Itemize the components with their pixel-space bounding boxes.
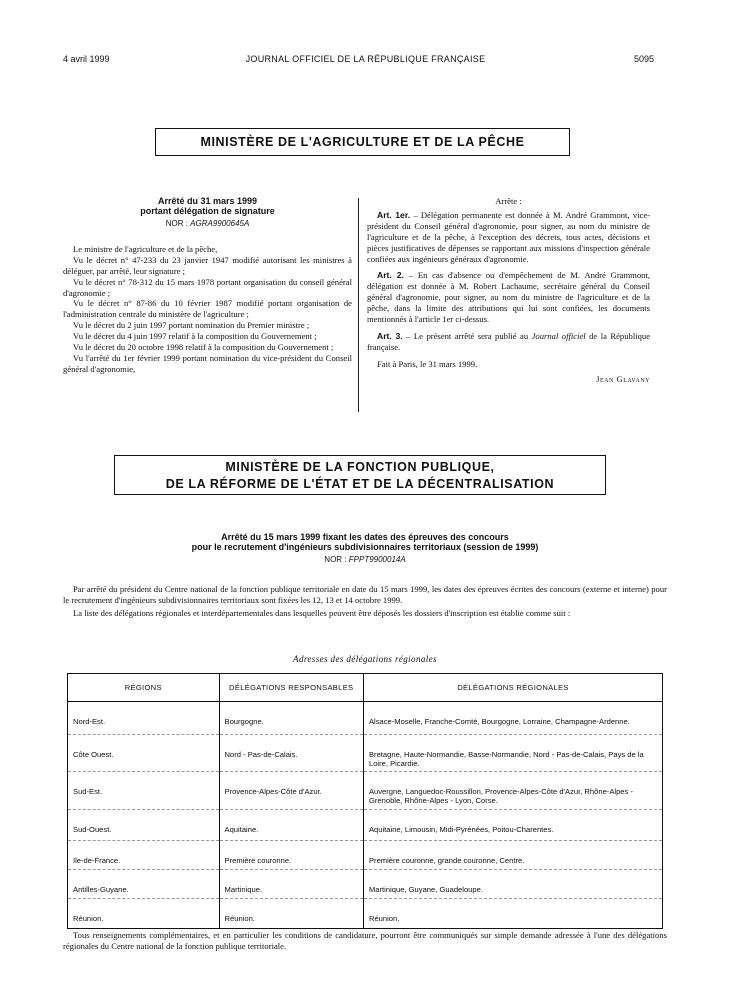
decree2-title-line2: pour le recrutement d'ingénieurs subdivisionnaires territoriaux (session de 1999) <box>191 542 539 552</box>
regionales-cell: Aquitaine, Limousin, Midi-Pyrénées, Poitou-Charentes. <box>363 810 662 841</box>
table-caption: Adresses des délégations régionales <box>293 654 437 664</box>
table-row <box>68 841 663 870</box>
decree2-footer <box>63 930 667 952</box>
nor-code: FPPT9900014A <box>348 555 406 564</box>
region-cell: Réunion. <box>68 899 220 929</box>
responsable-cell: Provence-Alpes-Côte d'Azur. <box>219 772 363 810</box>
visa: Le ministre de l'agriculture et de la pêche, <box>73 243 218 254</box>
regionales-cell: Martinique, Guyane, Guadeloupe. <box>363 870 662 899</box>
region-cell: Sud-Ouest. <box>68 810 220 841</box>
table-row <box>68 772 663 810</box>
page-number: 5095 <box>634 54 655 64</box>
region-cell: Ile-de-France. <box>68 841 220 870</box>
journal-title: JOURNAL OFFICIEL DE LA RÉPUBLIQUE FRANÇAISE <box>245 54 486 64</box>
responsable-cell: Réunion. <box>219 899 363 929</box>
column-header-regions: RÉGIONS <box>68 674 220 702</box>
visa: Vu le décret n° 78-312 du 15 mars 1978 portant organisation du conseil général d'agronomie ; <box>63 276 352 298</box>
place-date: Fait à Paris, le 31 mars 1999. <box>377 358 478 369</box>
decree2-paragraph-2: La liste des délégations régionales et interdépartementales dans lesquelles peuvent être déposés les dossiers d'inscription est établie comme suit : <box>73 607 571 618</box>
article-2 <box>367 270 650 325</box>
regionales-cell: Première couronne, grande couronne, Centre. <box>363 841 662 870</box>
ministry-agriculture-heading: MINISTÈRE DE L'AGRICULTURE ET DE LA PÊCHE <box>155 128 570 156</box>
page-date: 4 avril 1999 <box>63 54 110 64</box>
ministry-fonction-publique-heading <box>114 455 606 495</box>
signature: Jean Glavany <box>596 373 650 384</box>
column-header-regionales: DÉLÉGATIONS RÉGIONALES <box>363 674 662 702</box>
decree2-nor <box>63 555 667 564</box>
ministry2-line2: DE LA RÉFORME DE L'ÉTAT ET DE LA DÉCENTRALISATION <box>165 477 555 491</box>
nor-code: AGRA9900645A <box>190 219 250 228</box>
decree1-title-line2: portant délégation de signature <box>140 206 275 216</box>
decree2-body <box>63 584 667 621</box>
nor-label: NOR : <box>165 219 188 228</box>
footer-paragraph: Tous renseignements complémentaires, et en particulier les conditions de candidature, pourront être communiqués sur simple demande adressée à l'une des délégations régionales du Centre national de la fonction publique territoriale. <box>63 930 667 951</box>
region-cell: Côte Ouest. <box>68 735 220 772</box>
table-row <box>68 702 663 735</box>
table-header-row <box>68 674 663 702</box>
region-cell: Sud-Est. <box>68 772 220 810</box>
article-1 <box>367 210 650 265</box>
regionales-cell: Alsace-Moselle, Franche-Comté, Bourgogne, Lorraine, Champagne-Ardenne. <box>363 702 662 735</box>
article-3-text-b: de la République française. <box>367 330 651 352</box>
table-row <box>68 735 663 772</box>
ministry2-line1: MINISTÈRE DE LA FONCTION PUBLIQUE, <box>225 460 495 474</box>
decree1-right-column <box>367 196 650 385</box>
table-row <box>68 870 663 899</box>
visa: Vu le décret n° 47-233 du 23 janvier 1947 modifié autorisant les ministres à déléguer, par arrêté, leur signature ; <box>63 254 352 276</box>
article-3-label: Art. 3. <box>377 330 403 341</box>
visa: Vu le décret du 4 juin 1997 relatif à la composition du Gouvernement ; <box>73 331 317 342</box>
responsable-cell: Bourgogne. <box>219 702 363 735</box>
table-row <box>68 810 663 841</box>
article-1-label: Art. 1er. <box>377 209 411 220</box>
arrete-label: Arrête : <box>495 196 522 206</box>
decree1-left-column <box>63 196 352 375</box>
column-header-responsables: DÉLÉGATIONS RESPONSABLES <box>219 674 363 702</box>
region-cell: Nord-Est. <box>68 702 220 735</box>
responsable-cell: Aquitaine. <box>219 810 363 841</box>
regionales-cell: Bretagne, Haute-Normandie, Basse-Normandie, Nord - Pas-de-Calais, Pays de la Loire, Picardie. <box>363 735 662 772</box>
region-cell: Antilles-Guyane. <box>68 870 220 899</box>
article-2-label: Art. 2. <box>377 270 404 281</box>
delegations-table <box>67 673 663 929</box>
column-divider <box>358 198 359 412</box>
responsable-cell: Première couronne. <box>219 841 363 870</box>
article-2-text: – En cas d'absence ou d'empêchement de M. André Grammont, délégation est donnée à M. Robert Lachaume, secrétaire général du Conseil général d'agronomie, pour signer, au nom du ministre de l'agriculture et de la pêche, dans la limite des attributions qui lui sont confiées, les documents mentionnés à l'article 1er ci-dessus. <box>367 270 650 325</box>
visa: Vu le décret n° 87-86 du 10 février 1987 modifié portant organisation de l'administration centrale du ministère de l'agriculture ; <box>63 298 352 320</box>
decree1-title-line1: Arrêté du 31 mars 1999 <box>157 196 258 206</box>
decree1-nor <box>63 219 352 230</box>
article-3-journal: Journal officiel <box>531 330 586 341</box>
regionales-cell: Auvergne, Languedoc-Roussillon, Provence-Alpes-Côte d'Azur, Rhône-Alpes - Grenoble, Rhône-Alpes - Lyon, Corse. <box>363 772 662 810</box>
table-row <box>68 899 663 929</box>
visa: Vu le décret du 20 octobre 1998 relatif à la composition du Gouvernement ; <box>73 342 334 353</box>
decree2-heading <box>63 532 667 564</box>
responsable-cell: Nord - Pas-de-Calais. <box>219 735 363 772</box>
regionales-cell: Réunion. <box>363 899 662 929</box>
nor-label: NOR : <box>324 555 347 564</box>
article-3 <box>367 331 650 353</box>
responsable-cell: Martinique. <box>219 870 363 899</box>
article-1-text: – Délégation permanente est donnée à M. André Grammont, vice-président du Conseil général d'agronomie, pour signer, au nom du ministre de l'agriculture et de la pêche, à l'exception des décrets, tous actes, décisions et pièces justificatives de dépenses se rapportant aux missions d'inspection générale confiées aux ingénieurs généraux d'agronomie. <box>367 209 650 264</box>
decree2-title-line1: Arrêté du 15 mars 1999 fixant les dates des épreuves des concours <box>221 532 509 542</box>
visa: Vu l'arrêté du 1er février 1999 portant nomination du vice-président du Conseil général d'agronomie, <box>63 352 352 374</box>
decree2-paragraph-1: Par arrêté du président du Centre national de la fonction publique territoriale en date du 15 mars 1999, les dates des épreuves écrites des concours (externe et interne) pour le recrutement d'ingénieurs subdivisionnaires territoriaux sont fixées les 12, 13 et 14 octobre 1999. <box>63 584 667 605</box>
article-3-text-a: – Le présent arrêté sera publié au <box>402 330 532 341</box>
visa: Vu le décret du 2 juin 1997 portant nomination du Premier ministre ; <box>73 320 310 331</box>
